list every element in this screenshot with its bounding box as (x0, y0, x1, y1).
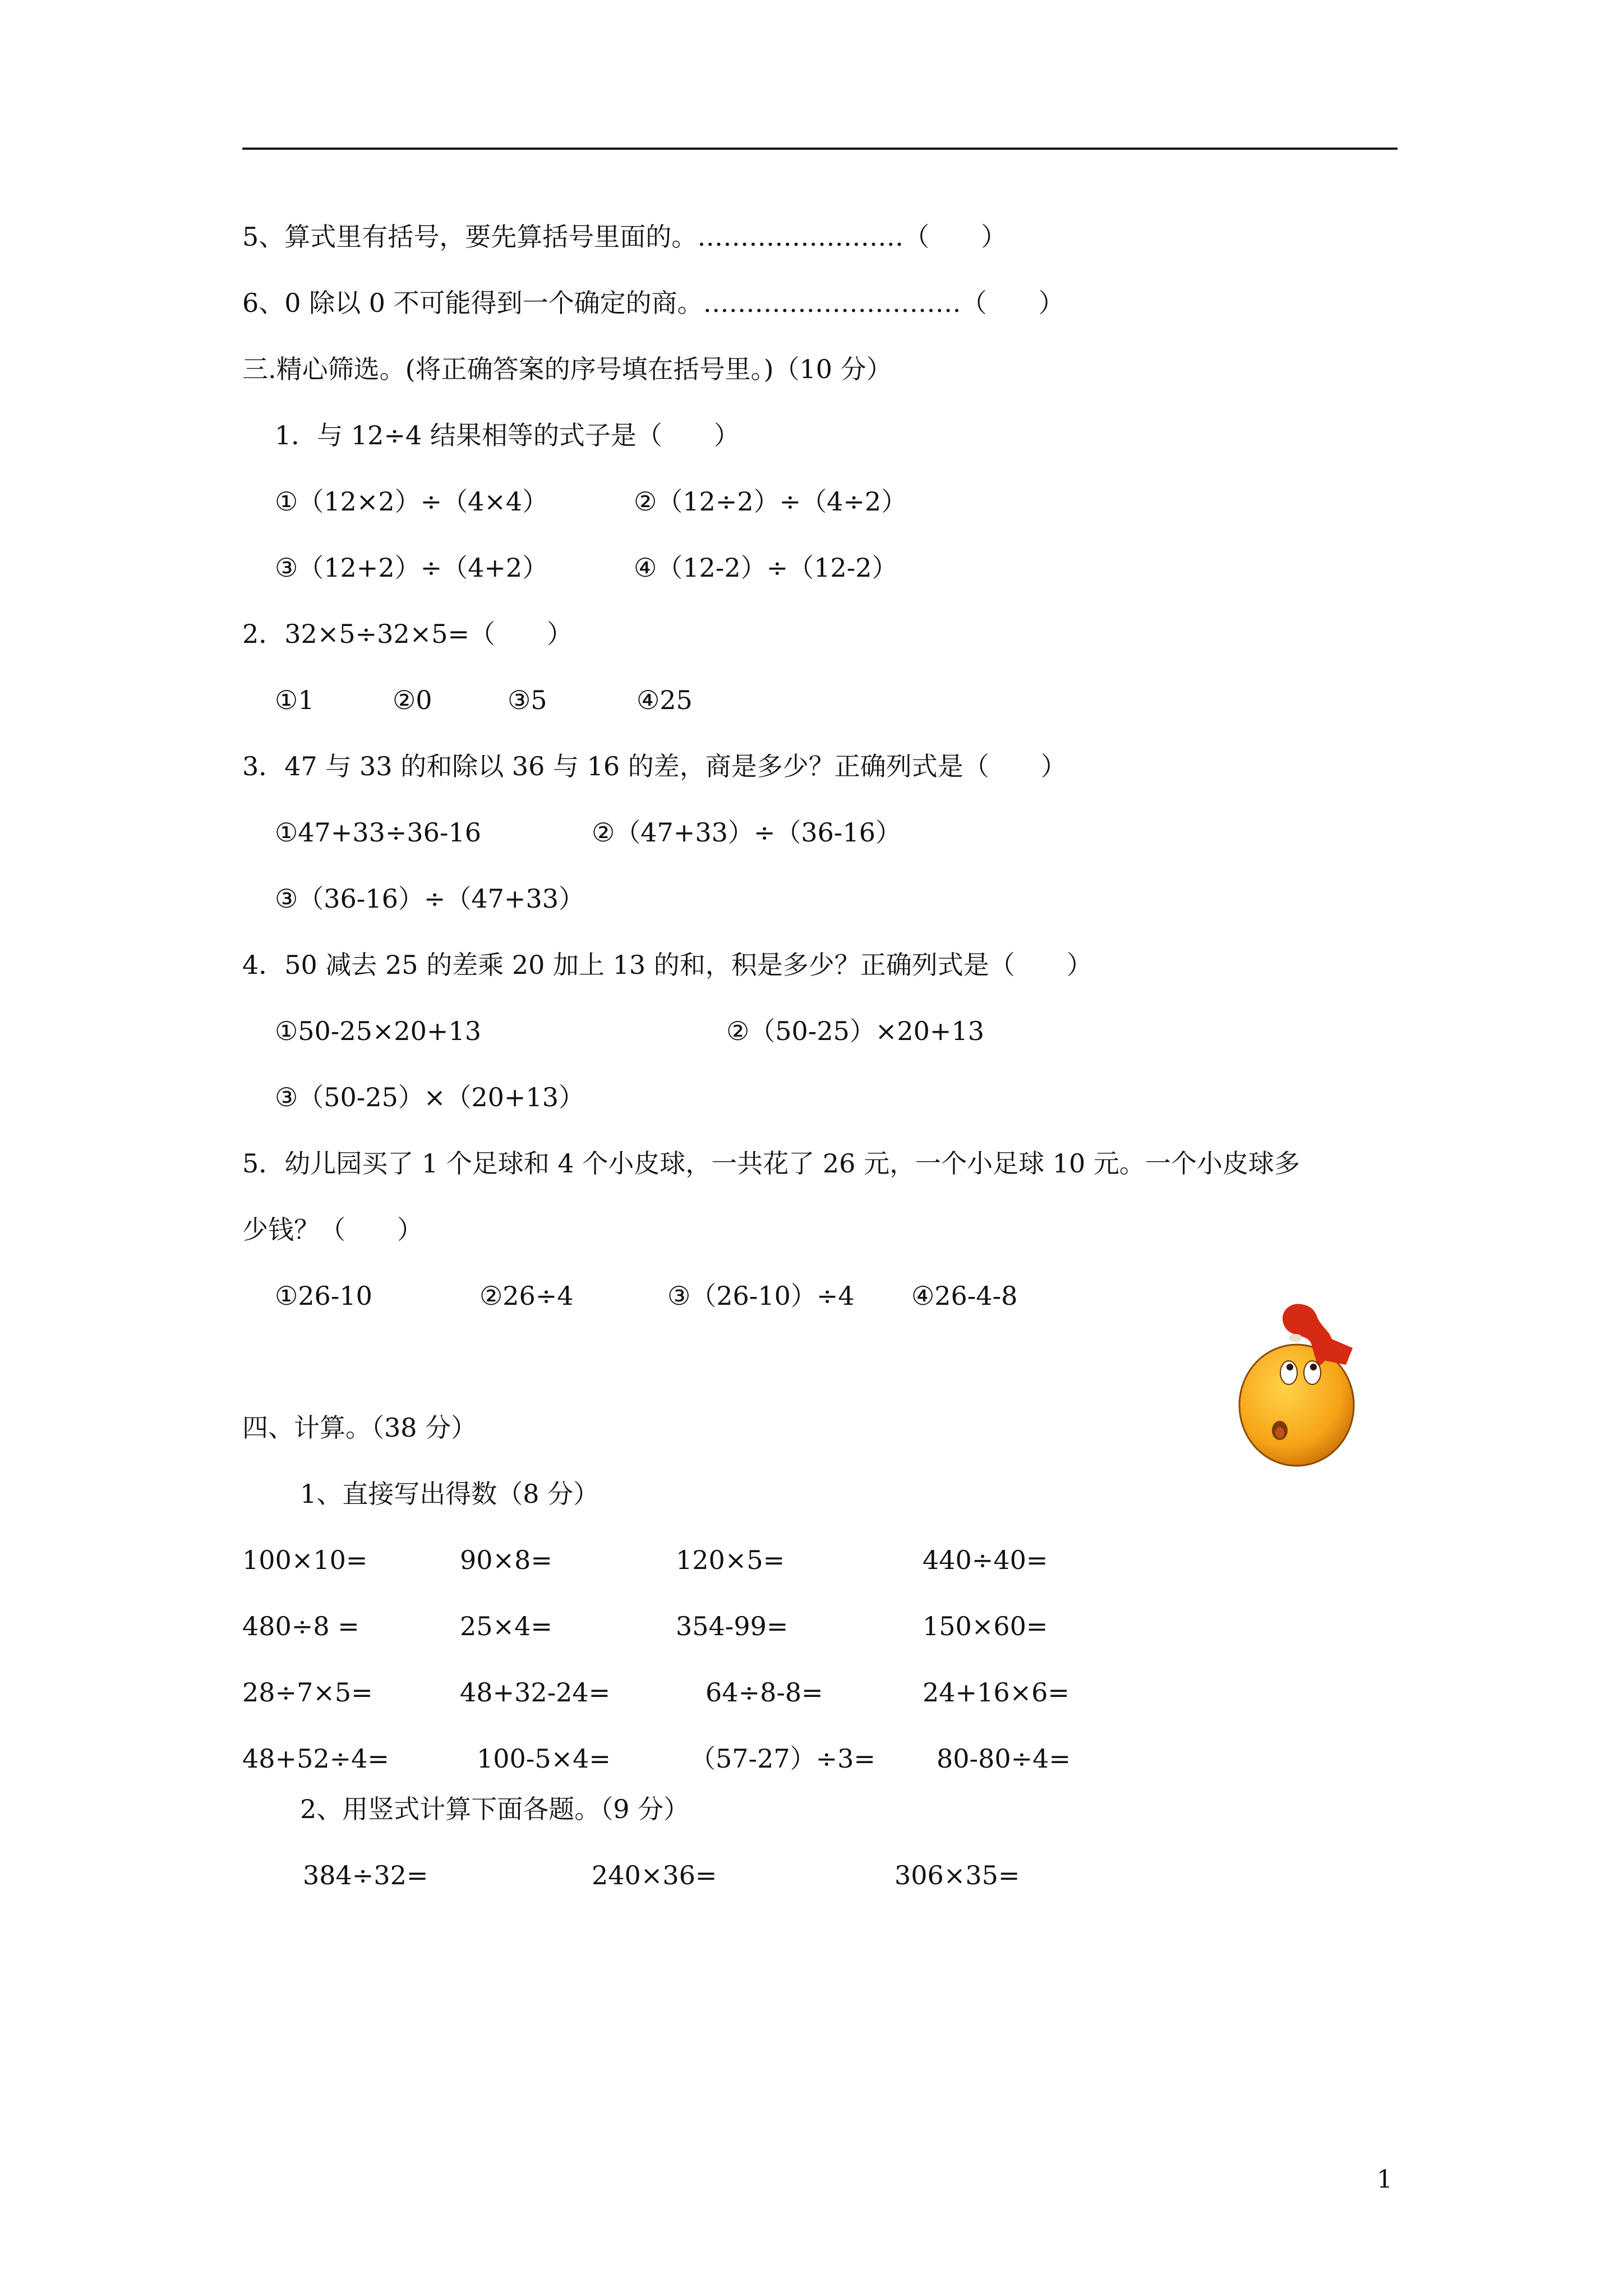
q3-option-1: ①47+33÷36-16 (275, 817, 481, 848)
q3-stem: 3．47 与 33 的和除以 36 与 16 的差，商是多少？正确列式是（ ） (242, 751, 1067, 781)
q2-option-3: ③5 (508, 685, 547, 715)
q5-option-1: ①26-10 (275, 1281, 372, 1311)
q3-option-2: ②（47+33）÷（36-16） (592, 817, 901, 848)
calc-r3-c3: 64÷8-8= (706, 1677, 823, 1708)
q2-option-1: ①1 (275, 685, 315, 715)
calc-r1-c4: 440÷40= (923, 1545, 1048, 1575)
q2-option-4: ④25 (637, 685, 693, 715)
calc-r2-c4: 150×60= (923, 1611, 1048, 1641)
calc-r3-c2: 48+32-24= (460, 1677, 611, 1708)
page-number: 1 (1377, 2165, 1393, 2194)
q5-option-3: ③（26-10）÷4 (667, 1281, 855, 1311)
q1-option-4: ④（12-2）÷（12-2） (634, 553, 898, 583)
calc-r3-c1: 28÷7×5= (242, 1677, 373, 1708)
judge-item-6: 6、0 除以 0 不可能得到一个确定的商。…………………………（ ） (242, 288, 1064, 318)
q3-option-3: ③（36-16）÷（47+33） (275, 884, 584, 914)
vertical-calc-2: 240×36= (592, 1860, 717, 1890)
calc-r2-c3: 354-99= (676, 1611, 789, 1641)
q4-option-1: ①50-25×20+13 (275, 1016, 481, 1046)
q1-option-3: ③（12+2）÷（4+2） (275, 553, 548, 583)
q4-option-2: ②（50-25）×20+13 (726, 1016, 984, 1046)
calc-r4-c2: 100-5×4= (477, 1743, 611, 1774)
q1-option-1: ①（12×2）÷（4×4） (275, 486, 548, 517)
header-rule (242, 148, 1398, 150)
calc-r3-c4: 24+16×6= (923, 1677, 1069, 1708)
calc-r1-c3: 120×5= (676, 1545, 785, 1575)
thinking-face-icon (1234, 1299, 1371, 1473)
calc-r1-c2: 90×8= (460, 1545, 552, 1575)
q5-stem-line1: 5．幼儿园买了 1 个足球和 4 个小皮球，一共花了 26 元，一个小足球 10 元。一个小皮球多 (242, 1148, 1300, 1179)
q1-stem: 1．与 12÷4 结果相等的式子是（ ） (275, 420, 740, 450)
q1-option-2: ②（12÷2）÷（4÷2） (634, 486, 907, 517)
calc-r4-c3: （57-27）÷3= (690, 1743, 875, 1774)
q5-option-4: ④26-4-8 (911, 1281, 1018, 1311)
q2-option-2: ②0 (393, 685, 432, 715)
q5-stem-line2: 少钱？（ ） (242, 1214, 423, 1245)
judge-item-5: 5、算式里有括号，要先算括号里面的。……………………（ ） (242, 222, 1007, 252)
vertical-calc-1: 384÷32= (303, 1860, 428, 1890)
q2-stem: 2．32×5÷32×5=（ ） (242, 619, 573, 649)
q4-stem: 4．50 减去 25 的差乘 20 加上 13 的和，积是多少？正确列式是（ ） (242, 950, 1092, 980)
section4-sub2: 2、用竖式计算下面各题。（9 分） (300, 1794, 690, 1824)
calc-r4-c1: 48+52÷4= (242, 1743, 389, 1774)
section3-title: 三.精心筛选。(将正确答案的序号填在括号里。)（10 分） (242, 354, 892, 384)
calc-r2-c1: 480÷8 = (242, 1611, 359, 1641)
q4-option-3: ③（50-25）×（20+13） (275, 1082, 584, 1112)
q5-option-2: ②26÷4 (479, 1281, 574, 1311)
section4-sub1: 1、直接写出得数（8 分） (300, 1479, 600, 1509)
section4-title: 四、计算。（38 分） (242, 1412, 477, 1443)
calc-r2-c2: 25×4= (460, 1611, 552, 1641)
calc-r1-c1: 100×10= (242, 1545, 368, 1575)
calc-r4-c4: 80-80÷4= (937, 1743, 1071, 1774)
vertical-calc-3: 306×35= (895, 1860, 1020, 1890)
